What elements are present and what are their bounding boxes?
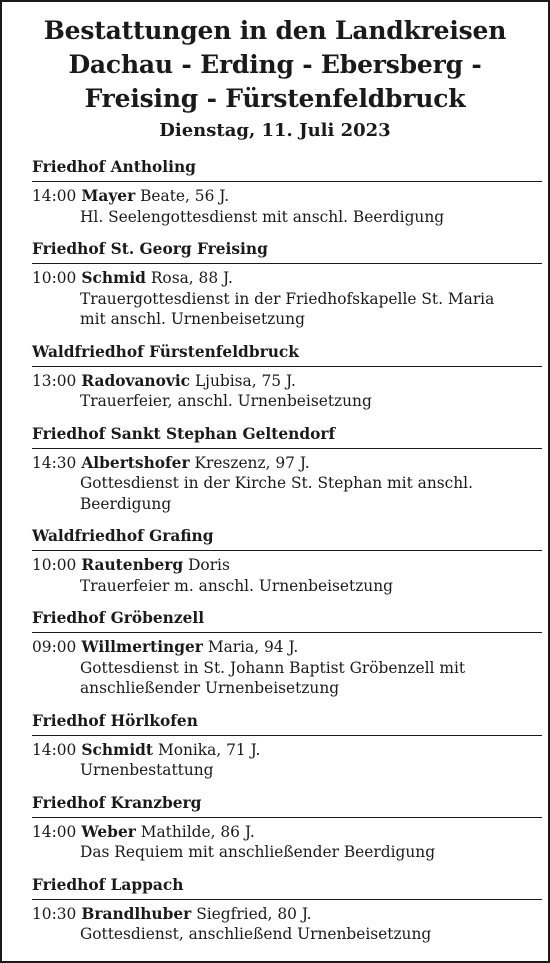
- deceased-surname: Mayer: [81, 187, 136, 205]
- service-detail-line: Gottesdienst in St. Johann Baptist Gröbenzell mit: [80, 658, 466, 677]
- burial-entry-head: [32, 371, 542, 392]
- burial-entry: [32, 900, 542, 945]
- service-detail-line: Beerdigung: [80, 494, 172, 513]
- service-detail-line: Das Requiem mit anschließender Beerdigung: [80, 843, 436, 861]
- burial-entry: [32, 367, 542, 412]
- cemetery-section: [32, 525, 542, 596]
- cemetery-section: [32, 423, 542, 515]
- burial-entry-head: [32, 637, 542, 658]
- service-detail-line: mit anschl. Urnenbeisetzung: [80, 310, 305, 328]
- service-details: [32, 924, 542, 945]
- burial-entry-head: [32, 186, 542, 207]
- burial-entry-head: [32, 453, 542, 474]
- service-details: [32, 473, 542, 514]
- deceased-given-name-age: Kreszenz, 97 J.: [194, 453, 310, 472]
- deceased-surname: Radovanovic: [81, 371, 191, 390]
- burial-entry-head: [32, 555, 542, 576]
- burial-time: 14:00: [32, 740, 77, 759]
- service-details: [32, 576, 542, 597]
- service-detail-line: Trauergottesdienst in der Friedhofskapelle St. Maria: [80, 289, 495, 308]
- cemetery-name: Waldfriedhof Grafing: [32, 525, 542, 551]
- cemetery-name: Friedhof Gröbenzell: [32, 607, 542, 633]
- burial-time: 14:30: [32, 453, 77, 472]
- deceased-given-name-age: Siegfried, 80 J.: [196, 904, 312, 923]
- burial-entry: [32, 633, 542, 699]
- deceased-surname: Willmertinger: [81, 638, 203, 656]
- service-details: [32, 842, 542, 863]
- deceased-given-name-age: Beate, 56 J.: [140, 187, 230, 205]
- deceased-given-name-age: Rosa, 88 J.: [150, 269, 233, 287]
- cemetery-section: [32, 238, 542, 330]
- burial-entry: [32, 551, 542, 596]
- deceased-given-name-age: Mathilde, 86 J.: [140, 822, 255, 841]
- burial-time: 10:00: [32, 556, 77, 574]
- cemetery-name: Friedhof St. Georg Freising: [32, 238, 542, 264]
- burial-entry-head: [32, 904, 542, 925]
- deceased-surname: Brandlhuber: [81, 904, 192, 923]
- burial-entry: [32, 818, 542, 863]
- cemetery-name: Waldfriedhof Fürstenfeldbruck: [32, 341, 542, 367]
- service-details: [32, 658, 542, 699]
- cemetery-name: Friedhof Antholing: [32, 156, 542, 182]
- burial-entry: [32, 736, 542, 781]
- service-detail-line: anschließender Urnenbeisetzung: [80, 679, 340, 697]
- title-line-3: Freising - Fürstenfeldbruck: [84, 84, 466, 113]
- title-line-1: Bestattungen in den Landkreisen: [43, 16, 507, 45]
- service-details: [32, 391, 542, 412]
- deceased-surname: Schmidt: [81, 740, 154, 759]
- burial-time: 10:30: [32, 904, 77, 923]
- burial-time: 13:00: [32, 371, 77, 390]
- deceased-given-name-age: Ljubisa, 75 J.: [194, 371, 296, 390]
- burial-time: 10:00: [32, 269, 77, 287]
- burial-entry-head: [32, 268, 542, 289]
- deceased-given-name-age: Maria, 94 J.: [207, 638, 299, 656]
- deceased-surname: Albertshofer: [81, 453, 190, 472]
- cemetery-name: Friedhof Sankt Stephan Geltendorf: [32, 423, 542, 449]
- cemetery-list: [32, 156, 542, 956]
- service-detail-line: Gottesdienst in der Kirche St. Stephan mit anschl.: [80, 474, 473, 492]
- cemetery-name: Friedhof Hörlkofen: [32, 710, 542, 736]
- service-detail-line: Urnenbestattung: [80, 761, 214, 779]
- service-detail-line: Gottesdienst, anschließend Urnenbeisetzung: [80, 925, 432, 943]
- burial-entry: [32, 449, 542, 515]
- burial-entry-head: [32, 822, 542, 843]
- cemetery-name: Friedhof Kranzberg: [32, 792, 542, 818]
- service-details: [32, 289, 542, 330]
- cemetery-section: [32, 874, 542, 945]
- deceased-surname: Rautenberg: [81, 556, 184, 574]
- burial-entry: [32, 182, 542, 227]
- deceased-given-name-age: Doris: [188, 556, 230, 574]
- cemetery-section: [32, 341, 542, 412]
- page-title: [0, 14, 550, 116]
- service-details: [32, 207, 542, 228]
- service-detail-line: Hl. Seelengottesdienst mit anschl. Beerdigung: [80, 207, 445, 226]
- cemetery-name: Friedhof Lappach: [32, 874, 542, 900]
- burial-entry: [32, 264, 542, 330]
- burial-time: 09:00: [32, 638, 77, 656]
- cemetery-section: [32, 607, 542, 699]
- service-details: [32, 760, 542, 781]
- title-line-2: Dachau - Erding - Ebersberg -: [68, 50, 482, 79]
- deceased-surname: Weber: [81, 822, 136, 841]
- deceased-given-name-age: Monika, 71 J.: [157, 740, 261, 759]
- date-heading: Dienstag, 11. Juli 2023: [159, 120, 391, 141]
- burial-time: 14:00: [32, 822, 77, 841]
- cemetery-section: [32, 792, 542, 863]
- cemetery-section: [32, 710, 542, 781]
- cemetery-section: [32, 156, 542, 227]
- burial-time: 14:00: [32, 187, 77, 205]
- burial-entry-head: [32, 740, 542, 761]
- service-detail-line: Trauerfeier, anschl. Urnenbeisetzung: [80, 392, 372, 410]
- service-detail-line: Trauerfeier m. anschl. Urnenbeisetzung: [80, 576, 393, 595]
- deceased-surname: Schmid: [81, 269, 146, 287]
